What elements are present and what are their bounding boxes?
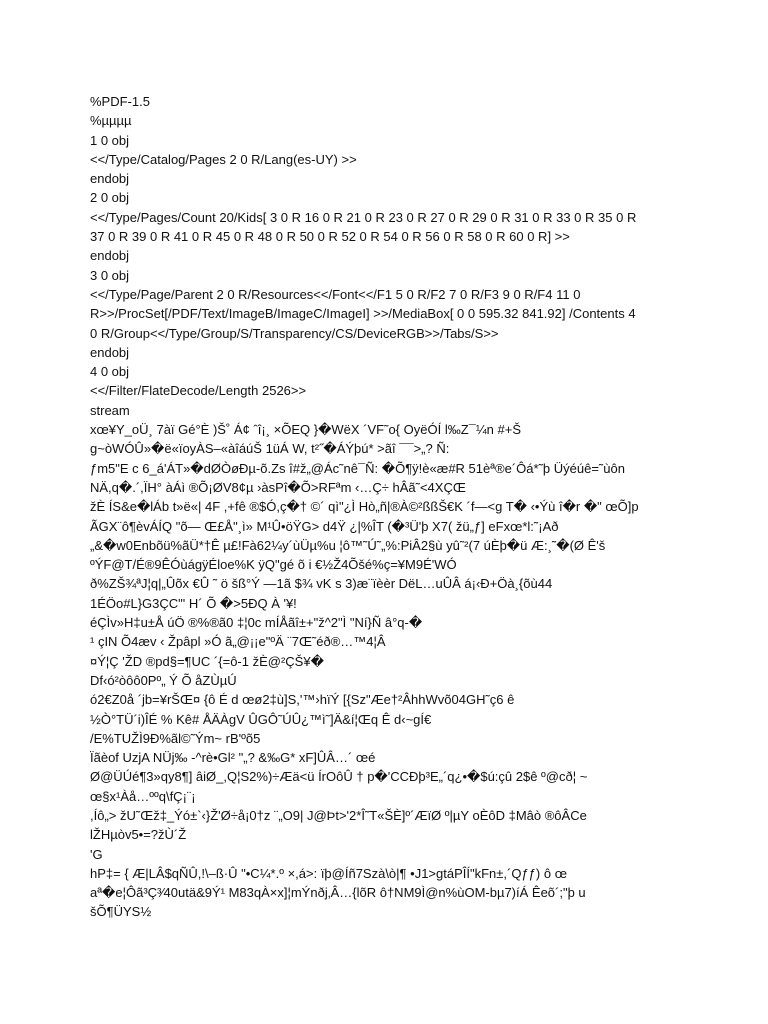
text-line: ºÝF@T/É®9ÊÓùágÿÉloe%K ÿQ"gé õ i €½Ž4Õšé%ç=¥M9É'WÓ — [90, 557, 457, 573]
text-line: „&�w0Enbõü%ãÜ*†Ê µ£!Fà62¼y´ùÜµ%u ¦ô™˜Ú˜„%:PiÂ2§ù yû˜²(7 úÈþ�ü Æ:¸˜�(Ø Ê'š — [90, 537, 606, 553]
pdf-source-text — [90, 92, 730, 922]
text-line: šÕ¶ÜYS½ — [90, 904, 152, 920]
text-line: R>>/ProcSet[/PDF/Text/ImageB/ImageC/ImageI] >>/MediaBox[ 0 0 595.32 841.92] /Contents 4 — [90, 306, 636, 322]
text-line: 3 0 obj — [90, 267, 130, 283]
text-line: ÃGX¨ô¶èvÁÍQ "õ— Œ£Å"¸ì» M¹Û•öŸG> d4Ÿ ¿|%ÎT (�³Ü'þ X7( žü„ƒ] eFxœ*l:˜¡Að — [90, 518, 559, 534]
text-line: <</Type/Pages/Count 20/Kids[ 3 0 R 16 0 R 21 0 R 23 0 R 27 0 R 29 0 R 31 0 R 33 0 R 35 0 R — [90, 209, 637, 225]
text-line: hP‡= { Æ|LÂ$qÑÛ,!\–ß·Û "•C¼*.º ×,á>: ïþ@Íñ7Szà\ò|¶ •J1>gtáPÎÍ"kFn±,´Qƒƒ) ô œ — [90, 865, 567, 881]
text-line: %PDF-1.5 — [90, 94, 150, 109]
text-line: 1ÉÖo#L}G3ÇC"' H´ Õ �>5ÐQ À '¥! — [90, 595, 297, 611]
text-line: éÇÌv»H‡u±Å úÖ ®%®ã0 ‡¦0c mÍÅãî±+"ž^2"Ì "Ní}Ñ â°q-� — [90, 615, 423, 631]
text-line: œ§x¹Àå…ººq\fÇ¡¨¡ — [90, 788, 196, 804]
text-line: ƒm5"E c 6_á'ÁT»�dØÒøÐµ-õ.Zs î#ž„@Ác˜nê¯Ñ: �Õ¶ÿ!è«æ#R 51èª®e´Ôá*˜þ Üýéúê=˜ùôn — [90, 460, 625, 476]
text-line: ½Ò°TÜ´i)ÎÉ % Kê# ÅÄÀgV ÛGÔ˜ÚÛ¿™ì˜]Ä&í¦Œq Ê d‹~gÍ€ — [90, 711, 432, 727]
text-line: lŽHµòv5•=?žÙ´Ž — [90, 827, 187, 843]
text-line: endobj — [90, 344, 130, 360]
text-line: ¹ çIN Õ4æv ‹ Žpâpl »Ó ã„@¡¡e"ºÄ ¨7Œ˜éð®…™4¦Â — [90, 634, 386, 650]
text-line: 0 R/Group<</Type/Group/S/Transparency/CS/DeviceRGB>>/Tabs/S>> — [90, 325, 499, 341]
text-line: g~òWÓÛ»�ë«ïoyÀS–«àîáúŠ 1üÁ W, t²˝�ÁÝþú* >ãî ¯¯>„? Ñ: — [90, 441, 450, 457]
text-line: 37 0 R 39 0 R 41 0 R 45 0 R 48 0 R 50 0 R 52 0 R 54 0 R 56 0 R 58 0 R 60 0 R] >> — [90, 229, 570, 245]
text-line: ¤Ý¦Ç 'ŽD ®pd§=¶UC ´{=ô-1 žÈ@²ÇŠ¥� — [90, 653, 324, 669]
text-line: endobj — [90, 171, 130, 187]
text-line: <</Type/Page/Parent 2 0 R/Resources<</Font<</F1 5 0 R/F2 7 0 R/F3 9 0 R/F4 11 0 — [90, 286, 581, 302]
text-line: <</Filter/FlateDecode/Length 2526>> — [90, 383, 307, 399]
text-line: 1 0 obj — [90, 132, 130, 148]
text-line: xœ¥Y_oÜ¸ 7àï Gé°È )Š˚ Á¢ ˆî¡¸ ×ÕEQ }�WëX ´VF˜o{ OyëÓÍ l‰Z¯¼n #+Š — [90, 422, 521, 438]
text-line: aª�e¦Ôã³Ç³⁄40utä&9Ý¹ M83qÀ×x]¦mÝnðj‚Â…{lõR ô†NM9Ì@n%ùOM-bµ7)íÁ Êeõ´;"þ u — [90, 885, 586, 901]
text-line: Ø@ÜÚé¶3»qy8¶] âiØ_,Q¦S2%)÷Æä<ü ÍrOôÛ † p�'CCÐþ³E„´q¿•�$ú:çû 2$ê º@cð¦ ~ — [90, 769, 588, 785]
text-line: ð%ZŠ¾ªJ¦q|„Ûõx €Û ˜ ö šß°Ý —1ã $¾ vK s 3)æ¨ïèèr DëL…uÛÂ á¡‹Ð+Öà¸{õù44 — [90, 576, 553, 592]
text-line: endobj — [90, 248, 130, 264]
text-line: <</Type/Catalog/Pages 2 0 R/Lang(es-UY) >> — [90, 151, 357, 167]
text-line: Df‹ó²òôô0Pº„ Ý Õ åZÙµÚ — [90, 672, 237, 688]
text-line: 2 0 obj — [90, 190, 130, 206]
text-line: %µµµµ — [90, 113, 132, 129]
text-line: 4 0 obj — [90, 364, 130, 380]
text-line: stream — [90, 402, 130, 418]
text-line: ó2€Z0å ´jb=¥rŠŒ¤ {ô É d œø2‡ù]S,'™›hïÝ [{Sz"Æe†²ÂhhWvõ04GH˜ç6 ê — [90, 692, 515, 708]
text-line: /E%TUŽÌ9Ð%ãl©˜Ým~ rB'ºõ5 — [90, 730, 261, 746]
text-line: 'G — [90, 846, 103, 862]
text-line: NÄ,q�.´,ÏH° àÁì ®Õ¡ØV8¢µ ›àsPî�Õ>RFªm ‹…Ç÷ hÂã˜<4XÇŒ — [90, 479, 466, 495]
text-line: ,Íô„> žU˜Œž‡_Ýó±`‹}Ž'Ø÷å¡0†z ¨„O9| J@Þt>'2*Î˜T«ŠÈ]º´ÆïØ º|µY oÈôD ‡Mâò ®ôÂCe — [90, 807, 587, 823]
text-line: žÈ ÍS&e�lÁb t»ë«| 4F ,+fê ®$Ó,ç�† ©´ qì"¿Ì Hò„ñ|®À©²ßßŠ€K ´f—<g T� ‹•Ýù î�r �" œÕ]p — [90, 499, 639, 515]
text-line: Ïãèof UzjA NÜj‰ -^rè•Gl² "„? &‰G* xF]ÛÂ…´ œé — [90, 750, 376, 766]
